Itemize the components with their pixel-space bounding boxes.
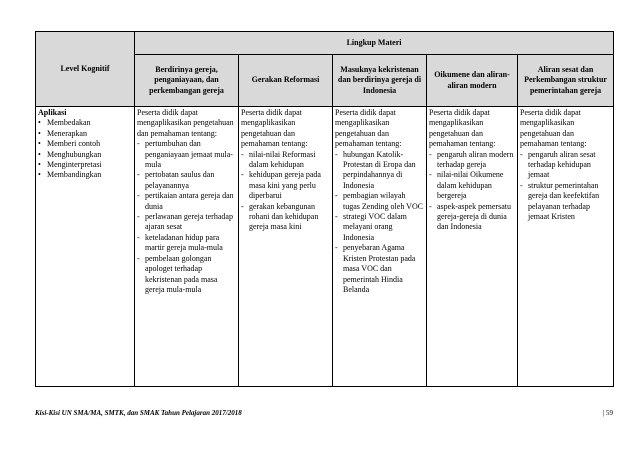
list-item: - pertikaian antara gereja dan dunia [137,191,236,212]
footer-title: Kisi-Kisi UN SMA/MA, SMTK, dan SMAK Tahun Pelajaran 2017/2018 [35,409,242,417]
level-title: Aplikasi [38,108,67,117]
list-item: - penyebaran Agama Kristen Protestan pada masa VOC dan pemerintah Hindia Belanda [335,243,424,295]
cell-list [241,150,330,233]
level-list [38,118,132,180]
cell-intro: Peserta didik dapat mengaplikasikan pengetahuan dan pemahaman tentang: [137,108,234,138]
column-header: Oikumene dan aliran-aliran modern [427,55,518,107]
list-item: - nilai-nilai Oikumene dalam kehidupan bergereja [429,170,515,201]
column-header: Gerakan Reformasi [239,55,333,107]
list-item: • Membandingkan [38,170,132,180]
cell-intro: Peserta didik dapat mengaplikasikan pengetahuan dan pemahaman tentang: [520,108,587,149]
content-cell [135,107,239,387]
page-number: | 59 [602,409,613,417]
list-item: • Menghubungkan [38,150,132,160]
header-lingkup-materi: Lingkup Materi [135,32,614,55]
list-item: - aspek-aspek pemersatu gereja-gereja di dunia dan Indonesia [429,202,515,233]
cell-intro: Peserta didik dapat mengaplikasikan pengetahuan dan pemahaman tentang: [335,108,402,149]
cell-list [520,150,611,223]
cell-intro: Peserta didik dapat mengaplikasikan pengetahuan dan pemahaman tentang: [241,108,308,149]
list-item: - strategi VOC dalam melayani orang Indonesia [335,212,424,243]
kisi-kisi-table [35,31,614,387]
content-cell [518,107,614,387]
list-item: - pengaruh aliran modern terhadap gereja [429,150,515,171]
content-cell [427,107,518,387]
cell-intro: Peserta didik dapat mengaplikasikan pengetahuan dan pemahaman tentang: [429,108,496,149]
list-item: - pengaruh aliran sesat terhadap kehidupan jemaat [520,150,611,181]
level-cell [36,107,135,387]
list-item: • Menginterpretasi [38,160,132,170]
cell-list [137,139,236,295]
cell-list [429,150,515,233]
cell-list [335,150,424,296]
list-item: - pertobatan saulus dan pelayanannya [137,170,236,191]
list-item: • Menerapkan [38,129,132,139]
column-header: Berdirinya gereja, penganiayaan, dan perkembangan gereja [135,55,239,107]
list-item: - keteladanan hidup para martir gereja mula-mula [137,233,236,254]
list-item: - pembelaan golongan apologet terhadap kekristenan pada masa gereja mula-mula [137,254,236,296]
list-item: - perlawanan gereja terhadap ajaran sesat [137,212,236,233]
list-item: • Memberi contoh [38,139,132,149]
list-item: • Membedakan [38,118,132,128]
header-level-kognitif: Level Kognitif [36,32,135,107]
content-cell [333,107,427,387]
list-item: - gerakan kebangunan rohani dan kehidupan gereja masa kini [241,202,330,233]
column-header: Aliran sesat dan Perkembangan struktur pemerintahan gereja [518,55,614,107]
table-row [36,107,614,387]
list-item: - kehidupan gereja pada masa kini yang perlu diperbarui [241,170,330,201]
column-header: Masuknya kekristenan dan berdirinya gereja di Indonesia [333,55,427,107]
list-item: - hubungan Katolik-Protestan di Eropa dan perpindahannya di Indonesia [335,150,424,192]
content-cell [239,107,333,387]
list-item: - nilai-nilai Reformasi dalam kehidupan [241,150,330,171]
list-item: - struktur pemerintahan gereja dan keefektifan pelayanan terhadap jemaat Kristen [520,181,611,223]
list-item: - pembagian wilayah tugas Zending oleh VOC [335,191,424,212]
list-item: - pertumbuhan dan penganiayaan jemaat mula-mula [137,139,236,170]
